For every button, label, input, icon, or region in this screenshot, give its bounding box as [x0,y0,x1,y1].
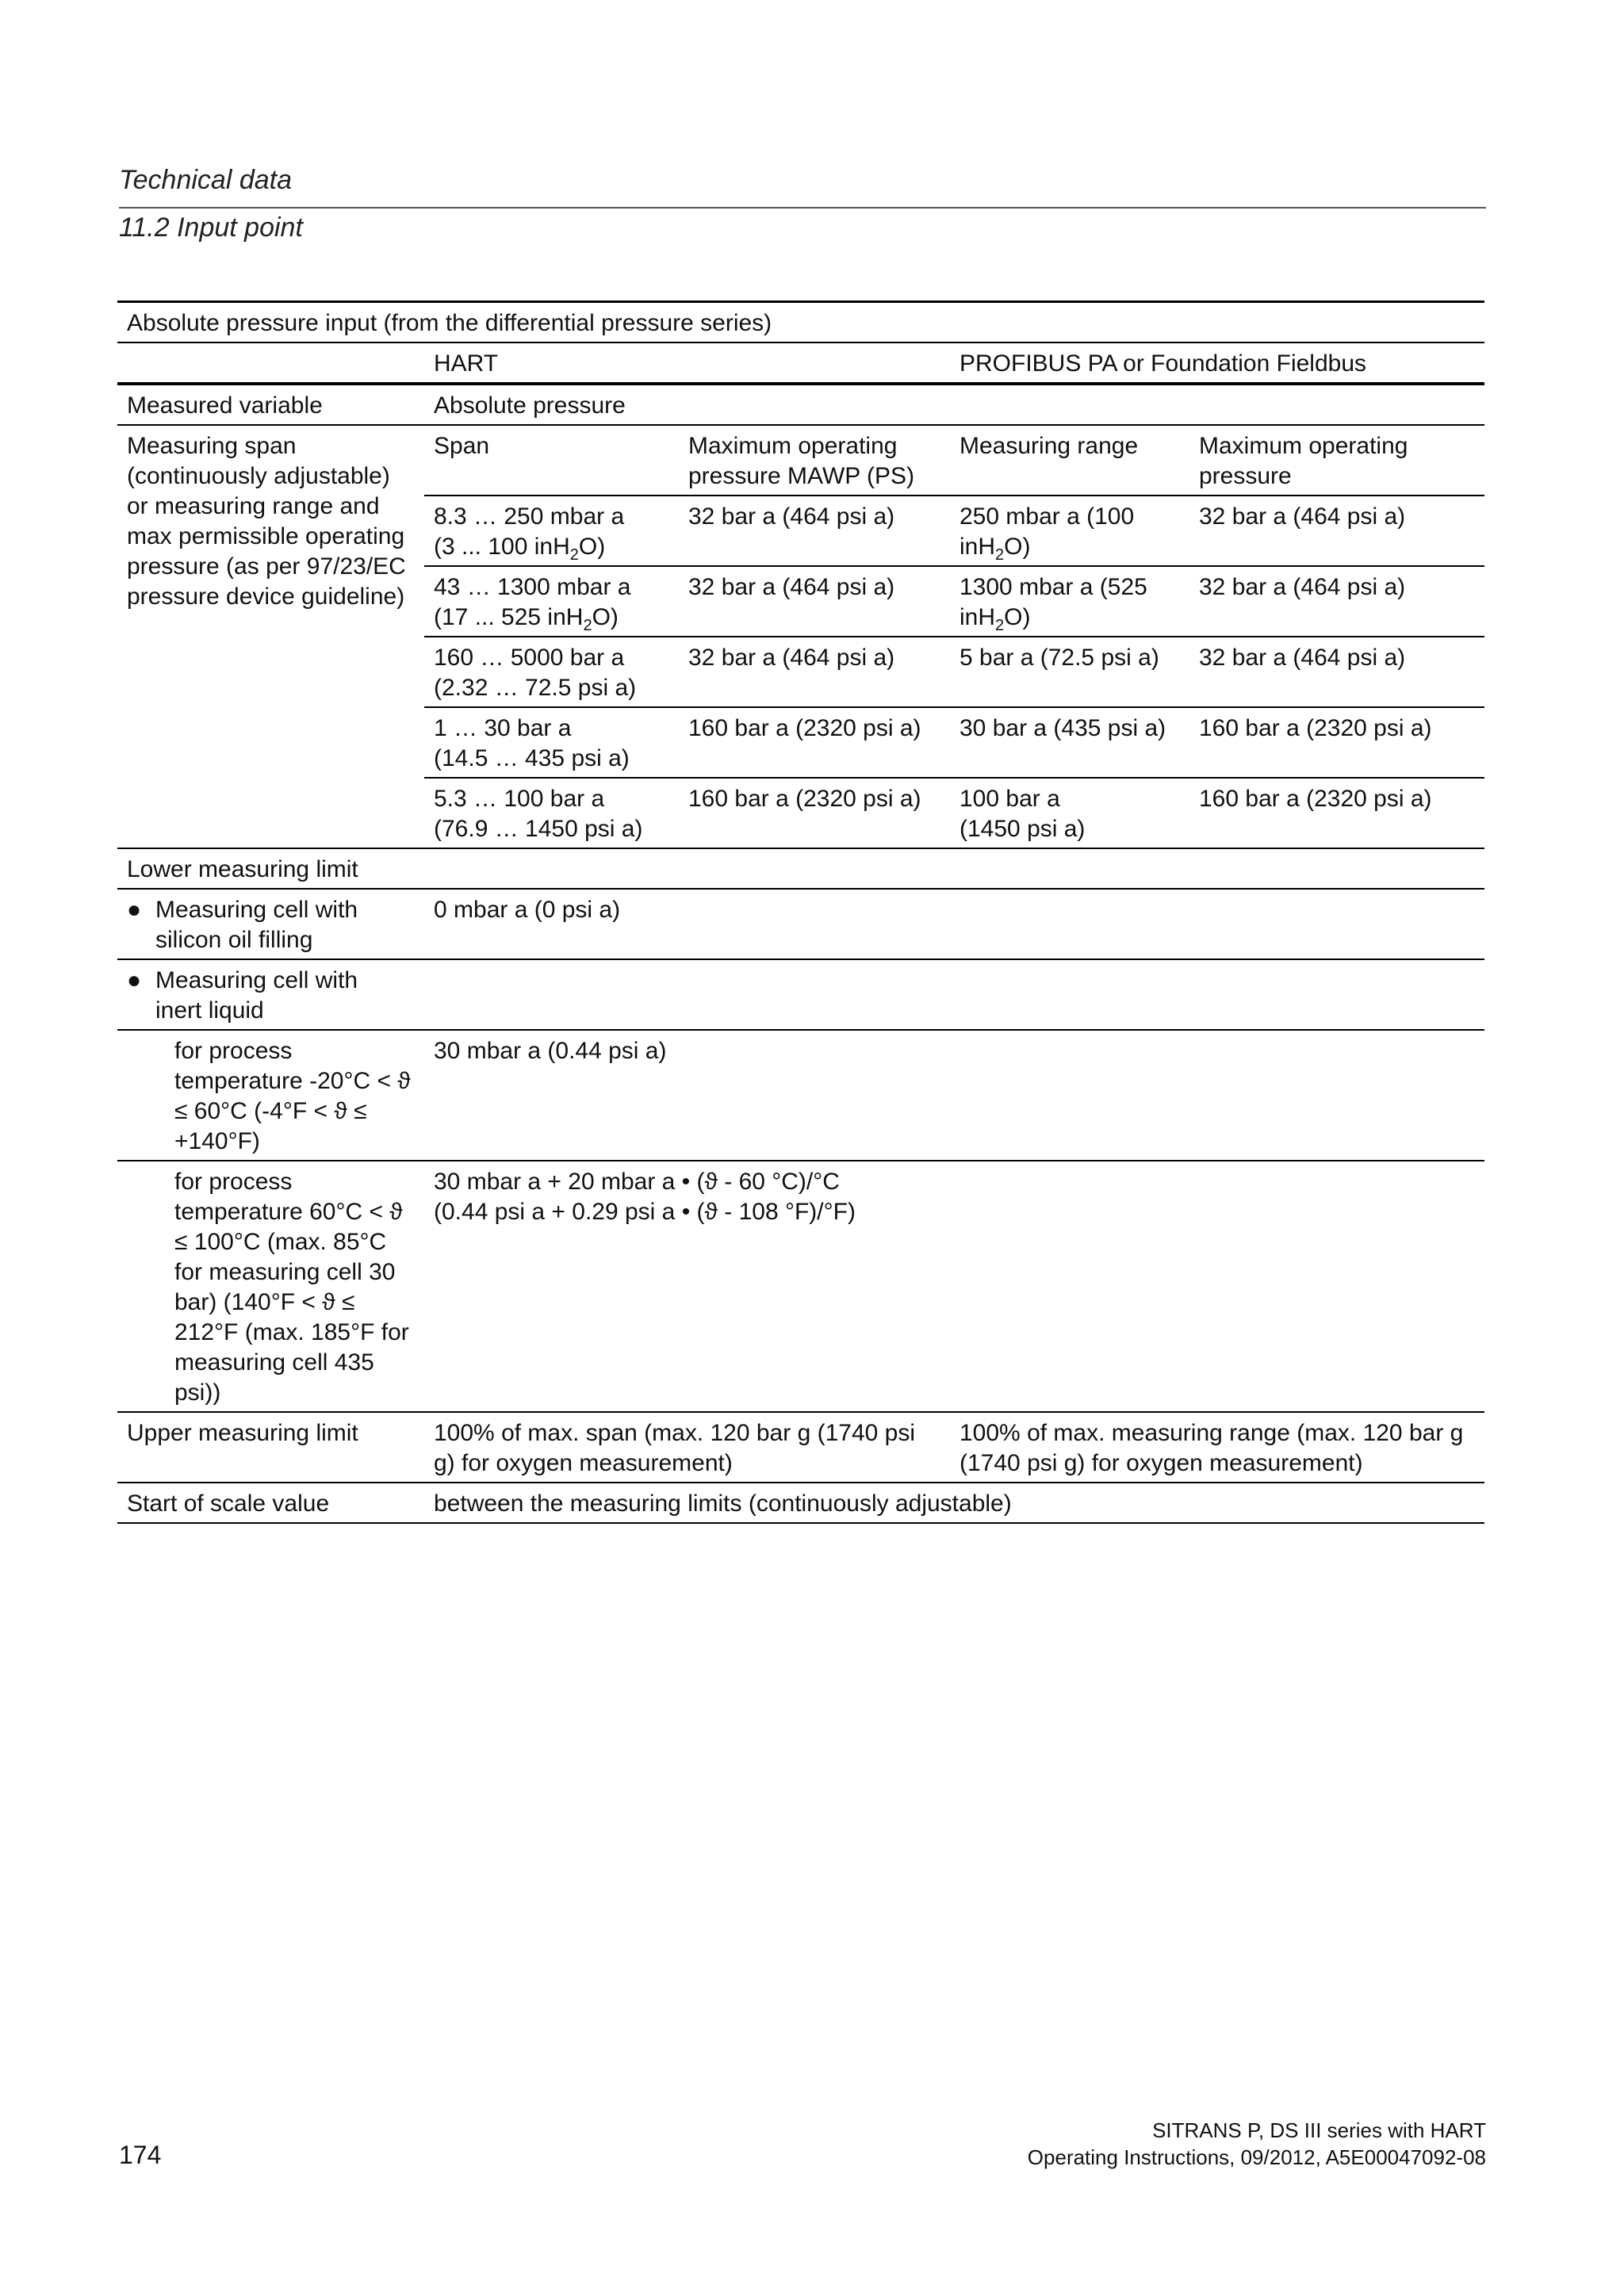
temperature-range-1-value: 30 mbar a (0.44 psi a) [424,1030,1484,1161]
inert-liquid-label: Measuring cell with inert liquid [155,967,358,1024]
measuring-span-subheader-row [117,425,1484,496]
silicon-oil-row [117,889,1484,959]
section-title: 11.2 Input point [119,212,303,243]
max-pressure-cell: 160 bar a (2320 psi a) [679,778,950,848]
silicon-oil-label: Measuring cell with silicon oil filling [155,897,358,953]
start-scale-label: Start of scale value [117,1483,424,1523]
max-pressure-cell: 160 bar a (2320 psi a) [1189,778,1484,848]
measured-variable-row [117,384,1484,425]
upper-limit-hart-value: 100% of max. span (max. 120 bar g (1740 psi g) for oxygen measurement) [424,1412,950,1483]
subheader-measuring-range: Measuring range [950,425,1189,496]
page-number: 174 [119,2141,162,2169]
bullet-icon: ● [127,967,142,993]
upper-limit-label: Upper measuring limit [117,1412,424,1483]
temperature-range-1-label: for process temperature -20°C < ϑ ≤ 60°C (-4°F < ϑ ≤ +140°F) [117,1030,424,1161]
silicon-oil-value: 0 mbar a (0 psi a) [424,889,1484,959]
max-pressure-cell: 160 bar a (2320 psi a) [1189,707,1484,778]
range-cell: 30 bar a (435 psi a) [950,707,1189,778]
inert-liquid-row [117,959,1484,1030]
range-cell: 1300 mbar a (525 inH$_2$O) [950,566,1189,637]
lower-limit-label: Lower measuring limit [117,848,1484,889]
max-pressure-cell: 32 bar a (464 psi a) [679,566,950,637]
silicon-oil-label-cell [117,889,424,959]
max-pressure-cell: 32 bar a (464 psi a) [679,637,950,707]
measuring-span-label: Measuring span (continuously adjustable) or measuring range and max permissible operating pressure (as per 97/23/EC pressure device guideline) [117,425,424,848]
temperature-range-2-row [117,1161,1484,1412]
max-pressure-cell: 32 bar a (464 psi a) [1189,496,1484,566]
max-pressure-cell: 32 bar a (464 psi a) [1189,637,1484,707]
row-value: Absolute pressure [424,384,1484,425]
empty-header-cell [117,342,424,384]
upper-limit-row [117,1412,1484,1483]
temperature-range-2-label: for process temperature 60°C < ϑ ≤ 100°C (max. 85°C for measuring cell 30 bar) (140°F < ϑ ≤ 212°F (max. 185°F for measuring cell 435 psi)) [117,1161,424,1412]
column-header-row [117,342,1484,384]
footer-product: SITRANS P, DS III series with HART [1152,2118,1486,2142]
subheader-span: Span [424,425,679,496]
span-cell: 43 … 1300 mbar a (17 ... 525 inH$_2$O) [424,566,679,637]
chapter-title: Technical data [119,165,293,195]
span-cell: 5.3 … 100 bar a (76.9 … 1450 psi a) [424,778,679,848]
subheader-max-operating-pressure-hart: Maximum operating pressure MAWP (PS) [679,425,950,496]
footer-document-info [1028,2117,1486,2171]
start-scale-row [117,1483,1484,1523]
max-pressure-cell: 160 bar a (2320 psi a) [679,707,950,778]
lower-limit-row [117,848,1484,889]
bullet-icon: ● [127,897,142,923]
table-title-row [117,302,1484,343]
range-cell: 250 mbar a (100 inH$_2$O) [950,496,1189,566]
column-header-profibus: PROFIBUS PA or Foundation Fieldbus [950,342,1484,384]
inert-liquid-value [424,959,1484,1030]
inert-liquid-label-cell [117,959,424,1030]
table-title: Absolute pressure input (from the differential pressure series) [117,302,1484,343]
row-label: Measured variable [117,384,424,425]
temperature-range-1-row [117,1030,1484,1161]
range-cell: 100 bar a (1450 psi a) [950,778,1189,848]
span-cell: 160 … 5000 bar a (2.32 … 72.5 psi a) [424,637,679,707]
column-header-hart: HART [424,342,950,384]
header-divider [119,207,1486,209]
max-pressure-cell: 32 bar a (464 psi a) [1189,566,1484,637]
upper-limit-pa-value: 100% of max. measuring range (max. 120 bar g (1740 psi g) for oxygen measurement) [950,1412,1484,1483]
span-cell: 1 … 30 bar a (14.5 … 435 psi a) [424,707,679,778]
max-pressure-cell: 32 bar a (464 psi a) [679,496,950,566]
subheader-max-operating-pressure-pa: Maximum operating pressure [1189,425,1484,496]
temperature-range-2-value: 30 mbar a + 20 mbar a • (ϑ - 60 °C)/°C (0.44 psi a + 0.29 psi a • (ϑ - 108 °F)/°F) [424,1161,1484,1412]
footer-doc-info: Operating Instructions, 09/2012, A5E00047092-08 [1027,2145,1486,2169]
start-scale-value: between the measuring limits (continuously adjustable) [424,1483,1484,1523]
span-cell: 8.3 … 250 mbar a (3 ... 100 inH$_2$O) [424,496,679,566]
range-cell: 5 bar a (72.5 psi a) [950,637,1189,707]
absolute-pressure-table [117,300,1484,1524]
